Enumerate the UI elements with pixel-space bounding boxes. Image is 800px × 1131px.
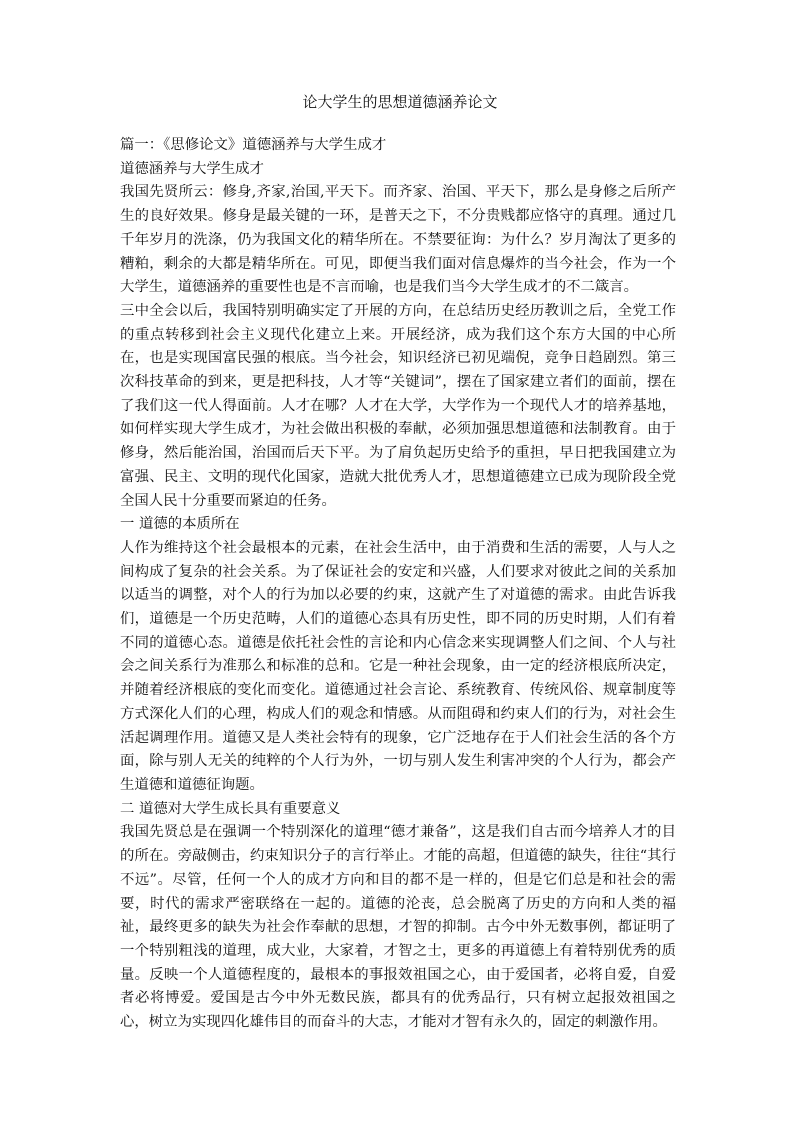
document-title: 论大学生的思想道德涵养论文 [302,93,498,111]
section2-paragraph: 我国先贤总是在强调一个特别深化的道理“德才兼备”，这是我们自古而今培养人才的目的所在。旁敲侧击，约束知识分子的言行举止。才能的高超，但道德的缺失，往往“其行不远”。尽管，任何一个人的成才方向和目的都不是一样的，但是它们总是和社会的需要，时代的需求严密联络在一起的。道德的沦丧，总会脱离了历史的方向和人类的福祉，最终更多的缺失为社会作奉献的思想，才智的抑制。古今中外无数事例，都证明了一个特别粗浅的道理，成大业，大家着，才智之士，更多的再道德上有着特别优秀的质量。反映一个人道德程度的，最根本的事报效祖国之心，由于爱国者，必将自爱，自爱者必将博爱。爱国是古今中外无数民族，都具有的优秀品行，只有树立起报效祖国之心，树立为实现四化雄伟目的而奋斗的大志，才能对才智有永久的，固定的刺激作用。 [120,824,676,1031]
document-body [120,134,676,1035]
paragraph-intro: 我国先贤所云：修身,齐家,治国,平天下。而齐家、治国、平天下，那么是身修之后所产生的良好效果。修身是最关键的一环，是普天之下，不分贵贱都应恪守的真理。通过几千年岁月的洗涤，仍为我国文化的精华所在。不禁要征询：为什么？岁月淘汰了更多的糟粕，剩余的大都是精华所在。可见，即便当我们面对信息爆炸的当今社会，作为一个大学生，道德涵养的重要性也是不言而喻，也是我们当今大学生成才的不二箴言。 [120,184,676,296]
section-heading: 篇一：《思修论文》道德涵养与大学生成才 [120,137,387,153]
paragraph-third-plenum: 三中全会以后，我国特别明确实定了开展的方向，在总结历史经历教训之后，全党工作的重点转移到社会主义现代化建立上来。开展经济，成为我们这个东方大国的中心所在，也是实现国富民强的根底。当今社会，知识经济已初见端倪，竞争日趋剧烈。第三次科技革命的到来，更是把科技，人才等“关键词”，摆在了国家建立者们的面前，摆在了我们这一代人得面前。人才在哪？人才在大学，大学作为一个现代人才的培养基地，如何样实现大学生成才，为社会做出积极的奉献，必须加强思想道德和法制教育。由于修身，然后能治国，治国而后天下平。为了肩负起历史给予的重担，早日把我国建立为富强、民主、文明的现代化国家，造就大批优秀人才，思想道德建立已成为现阶段全党全国人民十分重要而紧迫的任务。 [120,302,676,509]
section2-heading: 二 道德对大学生成长具有重要意义 [120,800,341,817]
section1-heading: 一 道德的本质所在 [120,516,240,533]
section1-paragraph: 人作为维持这个社会最根本的元素，在社会生活中，由于消费和生活的需要，人与人之间构成了复杂的社会关系。为了保证社会的安定和兴盛，人们要求对彼此之间的关系加以适当的调整，对个人的行为加以必要的约束，这就产生了对道德的需求。由此告诉我们，道德是一个历史范畴，人们的道德心态具有历史性，即不同的历史时期，人们有着不同的道德心态。道德是依托社会性的言论和内心信念来实现调整人们之间、个人与社会之间关系行为准那么和标准的总和。它是一种社会现象，由一定的经济根底所决定，并随着经济根底的变化而变化。道德通过社会言论、系统教育、传统风俗、规章制度等方式深化人们的心理，构成人们的观念和情感。从而阻碍和约束人们的行为，对社会生活起调理作用。道德又是人类社会特有的现象，它广泛地存在于人们社会生活的各个方面，除与别人无关的纯粹的个人行为外，一切与别人发生利害冲突的个人行为，都会产生道德和道德征询题。 [120,539,676,793]
subtitle: 道德涵养与大学生成才 [120,160,264,177]
